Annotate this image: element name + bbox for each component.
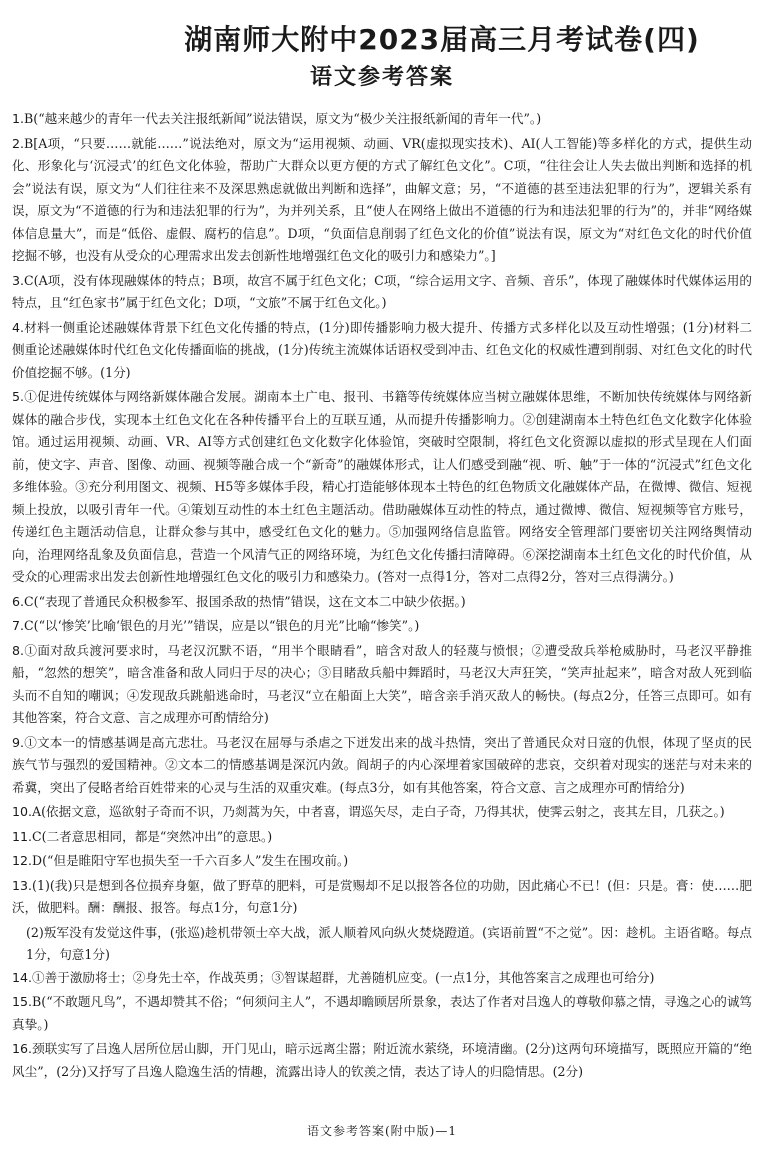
answer-item-12 <box>12 850 752 873</box>
answer-text: A(依据文意，巡欲射子奇而不识，乃剡蒿为矢，中者喜，谓巡矢尽，走白子奇，乃得其状，使霁云射之，丧其左目，几获之。) <box>32 804 725 819</box>
answer-item-3 <box>12 270 752 315</box>
answer-item-15 <box>12 991 752 1036</box>
answer-number: 15. <box>12 994 33 1009</box>
answer-text: D(“但是睢阳守军也损失至一千六百多人”发生在围攻前。) <box>32 853 349 868</box>
answer-item-16 <box>12 1038 752 1083</box>
answer-number: 8. <box>12 642 25 658</box>
answer-item-14 <box>12 967 752 990</box>
answer-number: 3. <box>12 272 25 288</box>
answer-text: B(“越来越少的青年一代去关注报纸新闻”说法错误，原文为“极少关注报纸新闻的青年一代”。) <box>24 111 542 126</box>
answer-item-5 <box>12 386 752 589</box>
answer-item-7 <box>12 615 752 638</box>
answer-text: ①文本一的情感基调是高亢悲壮。马老汉在屈辱与杀虐之下迸发出来的战斗热情，突出了普通民众对日寇的仇恨，体现了坚贞的民族气节与强烈的爱国精神。②文本二的情感基调是深沉内敛。阎胡子的内心深埋着家国破碎的悲哀，交织着对现实的迷茫与对未来的希冀，突出了侵略者给百姓带来的心灵与生活的双重灾难。(每点3分，如有其他答案，符合文意、言之成理亦可酌情给分) <box>12 734 752 795</box>
answer-number: 5. <box>12 389 25 404</box>
page-footer: 语文参考答案(附中版)—1 <box>307 1124 457 1138</box>
answer-item-1 <box>12 108 752 131</box>
answer-number: 13. <box>12 877 33 893</box>
answer-text: (1)(我)只是想到各位损弃身躯，做了野草的肥料，可是赏赐却不足以报答各位的功勋，因此痛心不已！(但：只是。膏：使……肥沃，做肥料。酬：酬报、报答。每点1分，句意1分) <box>12 877 752 915</box>
answer-number: 14. <box>12 969 33 985</box>
answer-number: 12. <box>12 853 33 868</box>
answer-number: 10. <box>12 804 33 819</box>
answer-item-8 <box>12 640 752 730</box>
answer-text: 材料一侧重论述融媒体背景下红色文化传播的特点，(1分)即传播影响力极大提升、传播方式多样化以及互动性增强；(1分)材料二侧重论述融媒体时代红色文化传播面临的挑战，(1分)传统主流媒体话语权受到冲击、红色文化的权威性遭到削弱、对红色文化的时代价值挖掘不够。(1分) <box>12 319 752 380</box>
answer-text: C(A项，没有体现融媒体的特点；B项，故宫不属于红色文化；C项，“综合运用文字、音频、音乐”，体现了融媒体时代媒体运用的特点，且“红色家书”属于红色文化；D项，“文旅”不属于红色文化。) <box>12 272 752 310</box>
answer-item-9 <box>12 732 752 800</box>
answer-item-13-1 <box>12 875 752 920</box>
answer-text: 颈联实写了吕逸人居所位居山脚，开门见山，暗示远离尘嚣；附近流水萦绕，环境清幽。(2分)这两句环境描写，既照应开篇的“绝风尘”，(2分)又抒写了吕逸人隐逸生活的情趣，流露出诗人的钦羡之情，表达了诗人的归隐情思。(2分) <box>12 1041 752 1079</box>
answer-number: 1. <box>12 111 25 126</box>
answer-number: 6. <box>12 593 25 609</box>
answer-item-4 <box>12 317 752 385</box>
answer-list <box>12 108 752 1085</box>
answer-text: C(“表现了普通民众积极参军、报国杀敌的热情”错误，这在文本二中缺少依据。) <box>24 593 466 609</box>
answer-number: 7. <box>12 618 25 633</box>
answer-item-10 <box>12 801 752 824</box>
answer-item-2 <box>12 133 752 268</box>
document-title: 湖南师大附中2023届高三月考试卷(四) <box>184 23 700 56</box>
answer-number: 16. <box>12 1041 33 1056</box>
answer-text: C(“以‘惨笑’比喻‘银色的月光’”错误，应是以“银色的月光”比喻“惨笑”。) <box>24 618 420 633</box>
answer-text: ①促进传统媒体与网络新媒体融合发展。湖南本土广电、报刊、书籍等传统媒体应当树立融媒体思维，不断加快传统媒体与网络新媒体的融合步伐，实现本土红色文化在各种传播平台上的互联互通，从而提升传播影响力。②创建湖南本土特色红色文化数字化体验馆。通过运用视频、动画、VR、AI等方式创建红色文化数字化体验馆，突破时空限制，将红色文化资源以虚拟的形式呈现在人们面前，使文字、声音、图像、动画、视频等融合成一个“新奇”的融媒体形式，让人们感受到融“视、听、触”于一体的“沉浸式”红色文化多维体验。③充分利用图文、视频、H5等多媒体手段，精心打造能够体现本土特色的红色物质文化融媒体产品，在微博、微信、短视频上投放，以吸引青年一代。④策划互动性的本土红色主题活动。借助融媒体互动性的特点，通过微博、微信、短视频等官方账号，传递红色主题活动信息，让群众参与其中，感受红色文化的魅力。⑤加强网络信息监管。网络安全管理部门要密切关注网络舆情动向，治理网络乱象及负面信息，营造一个风清气正的网络环境，为红色文化传播扫清障碍。⑥深挖湖南本土红色文化的时代价值，从受众的心理需求出发去创新性地增强红色文化的吸引力和感染力。(答对一点得1分，答对二点得2分，答对三点得满分。) <box>12 389 752 584</box>
answer-text: B[A项，“只要……就能……”说法绝对，原文为“运用视频、动画、VR(虚拟现实技术)、AI(人工智能)等多样化的方式，提供生动化、形象化与‘沉浸式’的红色文化体验，帮助广大群众以更方便的方式了解红色文化”。C项，“往往会让人失去做出判断和选择的机会”说法有误，原文为“人们往往来不及深思熟虑就做出判断和选择”，曲解文意；另，“不道德的甚至违法犯罪的行为”，逻辑关系有误，原文为“不道德的行为和违法犯罪的行为”，为并列关系，且“使人在网络上做出不道德的行为和违法犯罪的行为”的，并非“网络媒体信息量大”，而是“低俗、虚假、腐朽的信息”。D项，“负面信息削弱了红色文化的价值”说法有误，原文为“对红色文化的时代价值挖掘不够，也没有从受众的心理需求出发去创新性地增强红色文化的吸引力和感染力”。] <box>12 135 752 263</box>
answer-number: 9. <box>12 734 25 750</box>
answer-text: ①面对敌兵渡河要求时，马老汉沉默不语，“用半个眼睛看”，暗含对敌人的轻蔑与愤恨；②遭受敌兵举枪威胁时，马老汉平静推船，“忽然的想笑”，暗含准备和敌人同归于尽的决心；③目睹敌兵船中舞蹈时，马老汉大声狂笑，“笑声扯起来”，暗含对敌人死到临头而不自知的嘲讽；④发现敌兵跳船逃命时，马老汉“立在船面上大笑”，暗含亲手消灭敌人的畅快。(每点2分，任答三点即可。如有其他答案，符合文意、言之成理亦可酌情给分) <box>12 642 752 725</box>
answer-text: B(“不敢题凡鸟”，不遇却赞其不俗；“何须问主人”，不遇却瞻顾居所景象，表达了作者对吕逸人的尊敬仰慕之情，寻逸之心的诚笃真挚。) <box>12 994 753 1032</box>
answer-item-6 <box>12 591 752 614</box>
answer-item-13-2 <box>26 922 752 967</box>
document-subtitle: 语文参考答案 <box>309 65 454 90</box>
answer-text: C(二者意思相同，都是“突然冲出”的意思。) <box>32 828 273 844</box>
answer-number: 4. <box>12 319 25 335</box>
answer-item-11 <box>12 826 752 849</box>
answer-text: (2)叛军没有发觉这件事，(张巡)趁机带领士卒大战，派人顺着风向纵火焚烧蹬道。(宾语前置“不之觉”。因：趁机。主语省略。每点1分，句意1分) <box>26 924 752 962</box>
answer-number: 11. <box>12 828 33 844</box>
answer-text: ①善于激励将士；②身先士卒，作战英勇；③智谋超群，尤善随机应变。(一点1分，其他答案言之成理也可给分) <box>32 969 655 985</box>
answer-number: 2. <box>12 135 25 151</box>
